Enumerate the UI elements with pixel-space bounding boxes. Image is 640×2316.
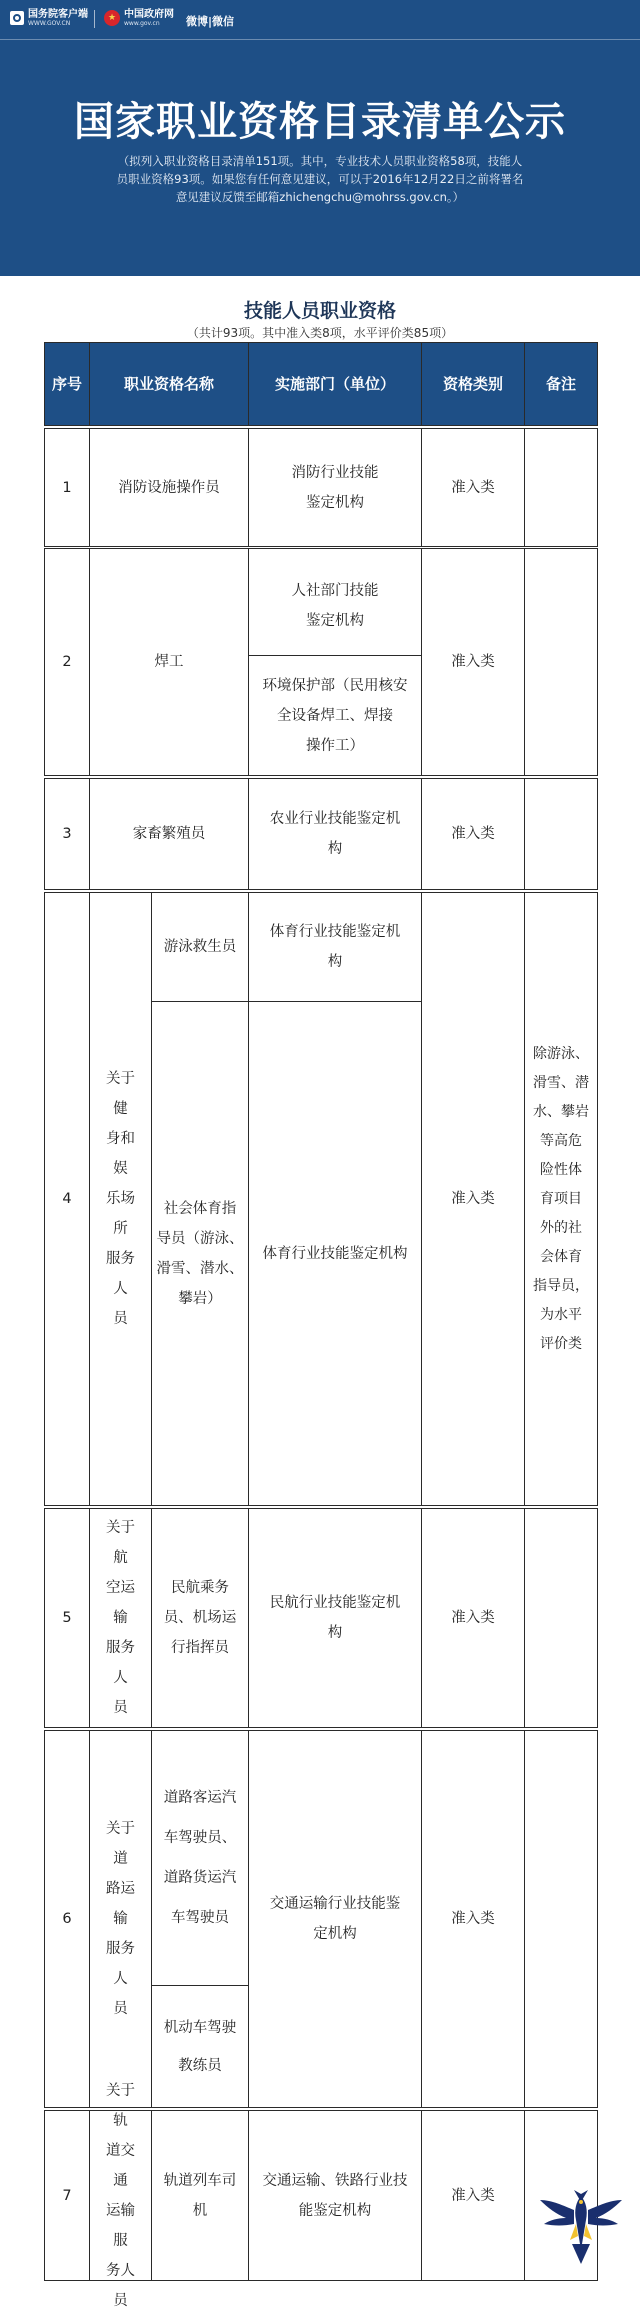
row4-remark: 除游泳、 滑雪、潜 水、攀岩 等高危 险性体 育项目 外的社 会体育 指导员， 为水平 评价类 [524,892,598,1506]
row4-sub-a: 游泳救生员 [151,892,249,1002]
row5-group: 关于航 空运输 服务人 员 [89,1508,152,1728]
row2-remark [524,548,598,776]
row2-dept-a: 人社部门技能 鉴定机构 [248,548,422,656]
row6-category: 准入类 [421,1730,525,2108]
row1-category: 准入类 [421,428,525,547]
top-logo-bar [0,0,640,40]
row4-dept-a: 体育行业技能鉴定机 构 [248,892,422,1002]
row6-sub-b: 机动车驾驶 教练员 [151,1985,249,2108]
row2-dept-b: 环境保护部（民用核安 全设备焊工、焊接 操作工） [248,655,422,776]
section-subtitle: （共计93项。其中准入类8项，水平评价类85项） [186,326,454,340]
row6-dept: 交通运输行业技能鉴 定机构 [248,1730,422,2108]
national-emblem-icon: ★ [104,10,120,26]
page-title: 国家职业资格目录清单公示 [74,99,566,145]
row4-sub-b: 社会体育指 导员（游泳、 滑雪、潜水、 攀岩） [151,1001,249,1506]
logo1-title: 国务院客户端 [28,9,88,20]
row6-remark [524,1730,598,2108]
row4-group: 关于健 身和娱 乐场所 服务人 员 [89,892,152,1506]
row7-no: 7 [44,2110,90,2281]
row1-no: 1 [44,428,90,547]
row7-dept: 交通运输、铁路行业技 能鉴定机构 [248,2110,422,2281]
row5-sub: 民航乘务 员、机场运 行指挥员 [151,1508,249,1728]
row1-remark [524,428,598,547]
row3-category: 准入类 [421,778,525,890]
row1-dept: 消防行业技能 鉴定机构 [248,428,422,547]
row4-dept-b: 体育行业技能鉴定机构 [248,1001,422,1506]
col-header-remark: 备注 [524,342,598,426]
header-banner [0,0,640,276]
weibo-wechat-label[interactable]: 微博|微信 [186,15,235,28]
row6-sub-a: 道路客运汽 车驾驶员、 道路货运汽 车驾驶员 [151,1730,249,1986]
row2-name: 焊工 [89,548,249,776]
row6-group: 关于道 路运输 服务人 员 [89,1730,152,2108]
row7-sub: 轨道列车司 机 [151,2110,249,2281]
row2-category: 准入类 [421,548,525,776]
row1-name: 消防设施操作员 [89,428,249,547]
row6-no: 6 [44,1730,90,2108]
row3-dept: 农业行业技能鉴定机 构 [248,778,422,890]
eagle-logo-icon [536,2180,626,2270]
app-logo-icon [10,11,24,25]
row3-no: 3 [44,778,90,890]
row7-group: 关于轨 道交通 运输服 务人员 [89,2110,152,2281]
row7-category: 准入类 [421,2110,525,2281]
row5-dept: 民航行业技能鉴定机 构 [248,1508,422,1728]
row5-category: 准入类 [421,1508,525,1728]
col-header-no: 序号 [44,342,90,426]
col-header-name: 职业资格名称 [89,342,249,426]
col-header-category: 资格类别 [421,342,525,426]
section-title: 技能人员职业资格 [243,300,396,322]
page-note: （拟列入职业资格目录清单151项。其中，专业技术人员职业资格58项，技能人员职业资格93项。如果您有任何意见建议，可以于2016年12月22日之前将署名意见建议反馈至邮箱zhichengchu@mohrss.gov.cn。） [116,154,524,204]
row4-category: 准入类 [421,892,525,1506]
row2-no: 2 [44,548,90,776]
row3-remark [524,778,598,890]
row5-remark [524,1508,598,1728]
row3-name: 家畜繁殖员 [89,778,249,890]
gov-site-logo[interactable] [104,9,174,27]
logo-divider [94,10,95,28]
row5-no: 5 [44,1508,90,1728]
logo2-sub: www.gov.cn [124,20,160,27]
logo1-sub: WWW.GOV.CN [28,20,71,27]
gov-app-logo[interactable] [10,9,88,27]
col-header-dept: 实施部门（单位） [248,342,422,426]
logo2-title: 中国政府网 [124,9,174,20]
row4-no: 4 [44,892,90,1506]
